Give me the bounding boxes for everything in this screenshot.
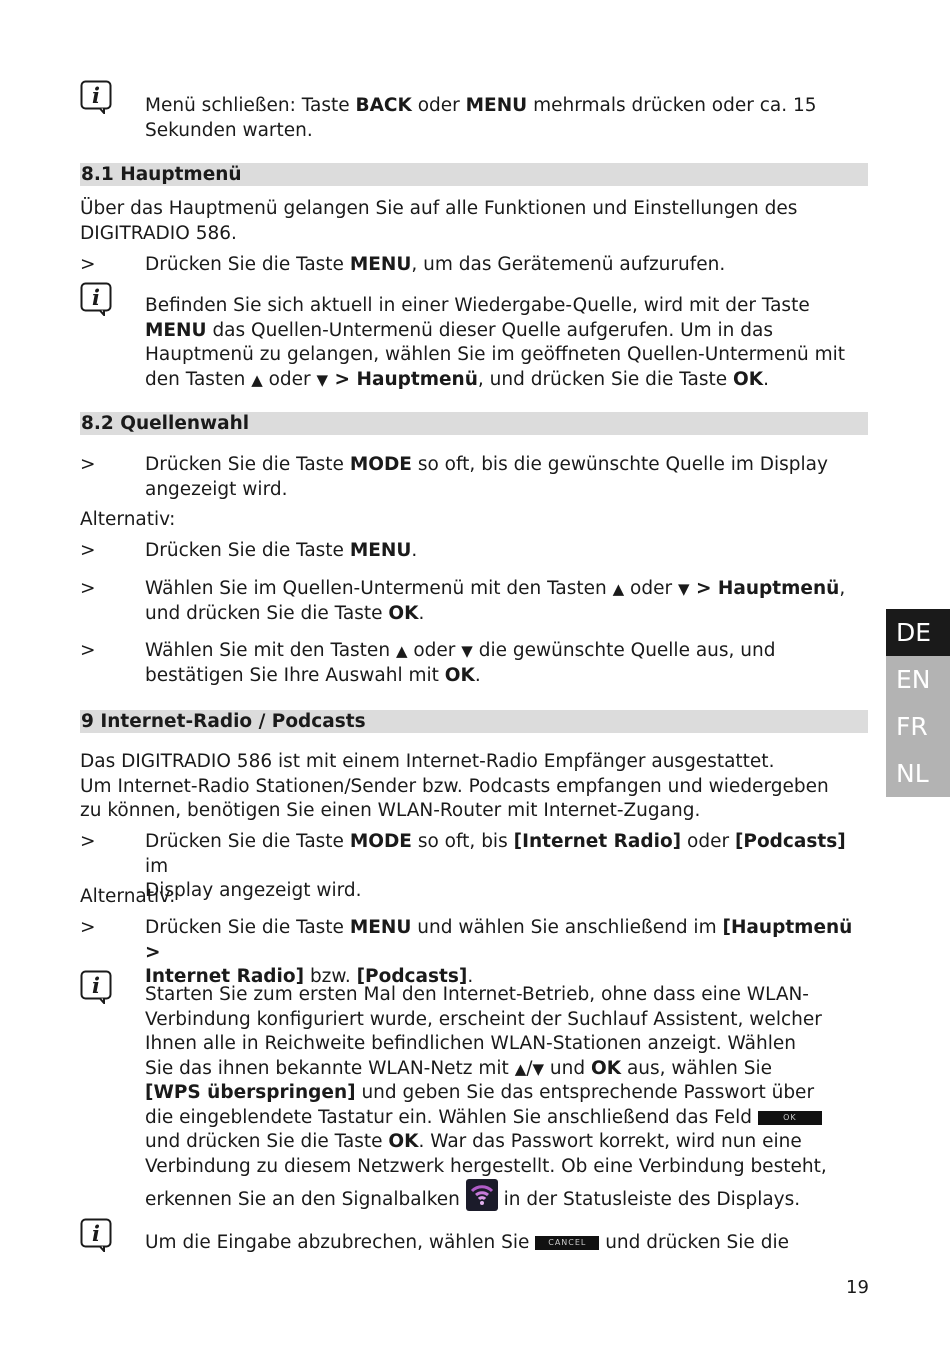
up-arrow-icon: ▲: [514, 1059, 527, 1078]
bullet-text-8-1: Drücken Sie die Taste MENU, um das Gerätemenü aufzurufen.: [145, 254, 726, 275]
bullet-marker: >: [80, 454, 96, 475]
bullet-marker: >: [80, 831, 96, 852]
section-heading-8-1: 8.1 Hauptmenü: [80, 163, 868, 186]
info-text-1: Menü schließen: Taste BACK oder MENU mehrmals drücken oder ca. 15 Sekunden warten.: [145, 95, 817, 141]
info-text-3: Starten Sie zum ersten Mal den Internet-Betrieb, ohne dass eine WLAN- Verbindung konfiguriert wurde, erscheint der Suchlauf Assistent, welcher Ihnen alle in Reichweite befindlichen WLAN-Stationen anzeigt. Wählen Sie das ihnen bekannte WLAN-Netz mit ▲/▼ und OK aus, wählen Sie [WPS überspringen] und geben Sie das entsprechende Passwort über die eingeblendete Tastatur ein. Wählen Sie anschließend das Feld OK und drücken Sie die Taste OK. War das Passwort korrekt, wird nun eine Verbindung zu diesem Netzwerk hergestellt. Ob eine Verbindung besteht, erkennen Sie an den Signalbalken in der Statusleiste des Displays.: [145, 984, 827, 1210]
paragraph-9: Das DIGITRADIO 586 ist mit einem Internet-Radio Empfänger ausgestattet. Um Internet-Radio Stationen/Sender bzw. Podcasts empfangen und wiedergeben zu können, benötigen Sie einen WLAN-Router mit Internet-Zugang.: [80, 751, 829, 821]
alternativ-label-1: Alternativ:: [80, 509, 176, 530]
svg-text:i: i: [92, 973, 100, 998]
bullet-text-9b: Drücken Sie die Taste MENU und wählen Sie anschließend im [Hauptmenü > Internet Radio] bzw. [Podcasts].: [145, 917, 853, 987]
lang-tab-fr[interactable]: FR: [886, 703, 950, 750]
svg-text:i: i: [92, 285, 100, 310]
section-heading-8-2: 8.2 Quellenwahl: [80, 412, 868, 435]
lang-tab-nl[interactable]: NL: [886, 750, 950, 797]
cancel-field-image: CANCEL: [535, 1236, 599, 1250]
info-icon: [80, 282, 112, 314]
down-arrow-icon: ▼: [677, 580, 690, 598]
down-arrow-icon: ▼: [461, 642, 473, 660]
svg-text:i: i: [92, 83, 100, 108]
lang-tab-de[interactable]: DE: [886, 609, 950, 656]
down-arrow-icon: ▼: [316, 370, 329, 389]
page-number: 19: [846, 1277, 869, 1298]
info-text-4: Um die Eingabe abzubrechen, wählen Sie CANCEL und drücken Sie die: [145, 1232, 789, 1253]
bullet-text-8-2b: Drücken Sie die Taste MENU.: [145, 540, 418, 561]
lang-tab-en[interactable]: EN: [886, 656, 950, 703]
bullet-marker: >: [80, 578, 96, 599]
bullet-text-8-2c: Wählen Sie im Quellen-Untermenü mit den Tasten ▲ oder ▼ > Hauptmenü, und drücken Sie die Taste OK.: [145, 578, 846, 624]
info-icon: [80, 970, 112, 1002]
wifi-signal-icon: [466, 1179, 498, 1211]
ok-field-image: OK: [758, 1111, 822, 1125]
info-icon: [80, 80, 112, 112]
down-arrow-icon: ▼: [532, 1059, 545, 1078]
up-arrow-icon: ▲: [395, 642, 408, 660]
bullet-marker: >: [80, 640, 96, 661]
bullet-text-9a: Drücken Sie die Taste MODE so oft, bis [Internet Radio] oder [Podcasts] im Display angezeigt wird.: [145, 831, 846, 901]
up-arrow-icon: ▲: [251, 370, 263, 389]
bullet-marker: >: [80, 254, 96, 275]
bullet-text-8-2a: Drücken Sie die Taste MODE so oft, bis die gewünschte Quelle im Display angezeigt wird.: [145, 454, 828, 500]
paragraph-8-1: Über das Hauptmenü gelangen Sie auf alle Funktionen und Einstellungen des DIGITRADIO 586.: [80, 198, 798, 244]
bullet-marker: >: [80, 917, 96, 938]
up-arrow-icon: ▲: [612, 580, 625, 598]
bullet-text-8-2d: Wählen Sie mit den Tasten ▲ oder ▼ die gewünschte Quelle aus, und bestätigen Sie Ihre Auswahl mit OK.: [145, 640, 776, 686]
alternativ-label-2: Alternativ:: [80, 886, 176, 907]
info-icon: [80, 1218, 112, 1250]
bullet-marker: >: [80, 540, 96, 561]
section-heading-9: 9 Internet-Radio / Podcasts: [80, 710, 868, 733]
info-text-2: Befinden Sie sich aktuell in einer Wiedergabe-Quelle, wird mit der Taste MENU das Quellen-Untermenü dieser Quelle aufgerufen. Um in das Hauptmenü zu gelangen, wählen Sie im geöffneten Quellen-Untermenü mit den Tasten ▲ oder ▼ > Hauptmenü, und drücken Sie die Taste OK.: [145, 295, 846, 390]
svg-text:i: i: [92, 1221, 100, 1246]
